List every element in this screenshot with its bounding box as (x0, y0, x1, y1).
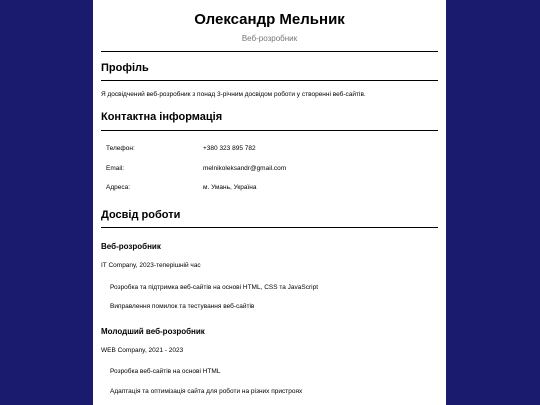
job-title: Веб-розробник (101, 242, 161, 251)
contact-value: м. Умань, Україна (203, 184, 257, 191)
job-title: Молодший веб-розробник (101, 327, 205, 336)
contact-value: +380 323 895 782 (203, 145, 256, 152)
contacts-divider (101, 130, 438, 131)
profile-title: Профіль (101, 62, 149, 74)
profile-text: Я досвідчений веб-розробник з понад 3-річним досвідом роботи у створенні веб-сайтів. (101, 91, 366, 98)
contact-label: Адреса: (106, 184, 131, 191)
contact-label: Телефон: (106, 145, 135, 152)
contact-value: melnikoleksandr@gmail.com (203, 165, 287, 172)
contacts-title: Контактна інформація (101, 111, 223, 123)
job-company: IT Company, 2023-теперішній час (101, 262, 201, 269)
profile-divider (101, 80, 438, 81)
experience-title: Досвід роботи (101, 209, 181, 221)
resume-header (93, 0, 446, 44)
contact-label: Email: (106, 165, 125, 172)
job-company: WEB Company, 2021 - 2023 (101, 347, 184, 354)
header-divider (101, 51, 438, 52)
job-duty: Розробка та підтримка веб-сайтів на основі HTML, CSS та JavaScript (110, 284, 319, 291)
person-role: Веб-розробник (241, 34, 298, 43)
job-duty: Виправлення помилок та тестування веб-сайтів (110, 303, 255, 310)
person-name: Олександр Мельник (194, 11, 345, 28)
experience-divider (101, 227, 438, 228)
resume-page (93, 0, 446, 405)
job-duty: Адаптація та оптимізація сайта для роботи на різних пристроях (110, 388, 303, 395)
job-duty: Розробка веб-сайтів на основі HTML (110, 368, 221, 375)
